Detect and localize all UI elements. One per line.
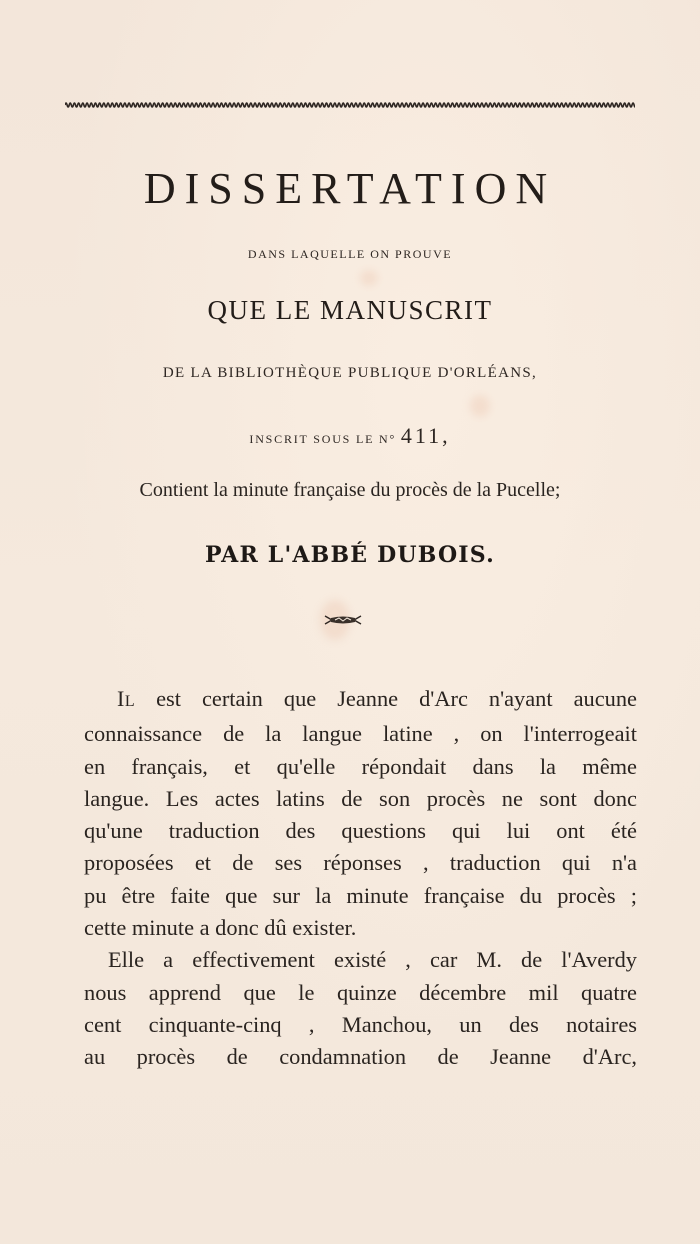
manuscript-number: 411, bbox=[400, 423, 451, 448]
subtitle-contient: Contient la minute française du procès de la Pucelle; bbox=[139, 479, 561, 501]
body-text bbox=[84, 683, 637, 1074]
subtitle-main: QUE LE MANUSCRIT bbox=[207, 295, 493, 325]
manuscript-label: INSCRIT SOUS LE N° bbox=[249, 432, 397, 446]
text-line: IL est certain que Jeanne d'Arc n'ayant aucune bbox=[117, 686, 637, 711]
initial-letter: IL bbox=[117, 686, 136, 711]
text-line: au procès de condamnation de Jeanne d'Arc, bbox=[84, 1044, 637, 1070]
paper-stain bbox=[470, 395, 490, 417]
text-line: nous apprend que le quinze décembre mil quatre bbox=[84, 979, 637, 1005]
text-line: connaissance de la langue latine , on l'interrogeait bbox=[84, 721, 637, 747]
subtitle-line-2: DE LA BIBLIOTHÈQUE PUBLIQUE D'ORLÉANS, bbox=[162, 365, 538, 381]
text-line: cent cinquante-cinq , Manchou, un des notaires bbox=[84, 1011, 637, 1037]
paper-stain bbox=[360, 270, 378, 286]
author-line: PAR L'ABBÉ DUBOIS. bbox=[205, 542, 495, 568]
paragraph-2 bbox=[84, 944, 637, 1073]
text-line: pu être faite que sur la minute française du procès ; bbox=[84, 882, 637, 908]
text-line: langue. Les actes latins de son procès ne sont donc bbox=[84, 785, 637, 811]
fleuron-ornament bbox=[324, 614, 362, 626]
page-title: DISSERTATION bbox=[143, 164, 557, 213]
wavy-rule-ornament bbox=[65, 99, 635, 111]
text-line: cette minute a donc dû exister. bbox=[84, 915, 357, 941]
paragraph-1 bbox=[84, 683, 637, 944]
text-line: Elle a effectivement existé , car M. de l'Averdy bbox=[108, 947, 637, 973]
text-line: proposées et de ses réponses , traduction qui n'a bbox=[84, 850, 637, 876]
text-line: en français, et qu'elle répondait dans la même bbox=[84, 753, 637, 779]
subtitle-line-1: DANS LAQUELLE ON PROUVE bbox=[247, 247, 453, 261]
text-line: qu'une traduction des questions qui lui ont été bbox=[84, 818, 637, 844]
subtitle-line-3 bbox=[0, 423, 700, 449]
